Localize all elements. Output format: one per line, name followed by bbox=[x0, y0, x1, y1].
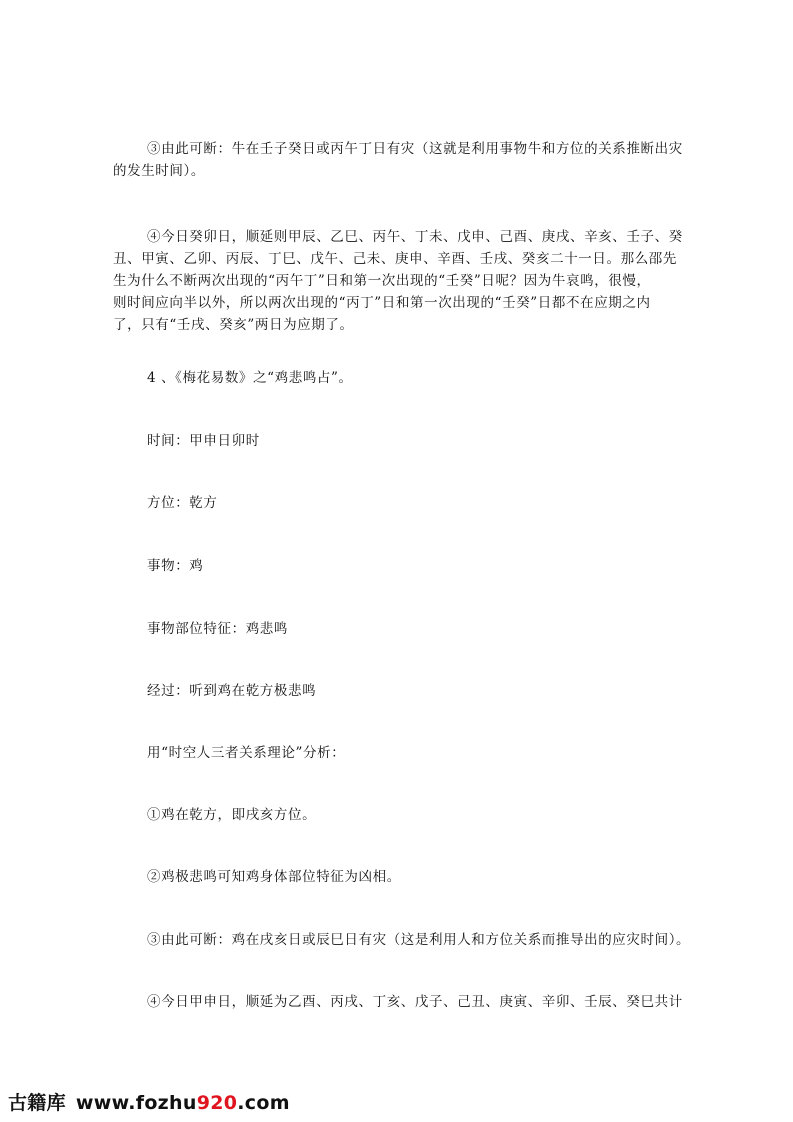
text-line: 事物部位特征：鸡悲鸣 bbox=[147, 621, 288, 637]
section-heading bbox=[113, 367, 679, 389]
field-object bbox=[113, 555, 679, 577]
text-line: 时间：甲申日卯时 bbox=[147, 433, 260, 449]
text-line: ②鸡极悲鸣可知鸡身体部位特征为凶相。 bbox=[147, 869, 401, 885]
text-line: 4 、《梅花易数》之“鸡悲鸣占”。 bbox=[147, 370, 353, 386]
analysis-step-1 bbox=[113, 804, 679, 826]
field-direction bbox=[113, 492, 679, 514]
field-feature bbox=[113, 618, 679, 640]
text-line: ①鸡在乾方，即戌亥方位。 bbox=[147, 807, 317, 823]
field-process bbox=[113, 680, 679, 702]
site-url-suffix: .com bbox=[237, 1092, 290, 1114]
text-line: ④今日甲申日，顺延为乙酉、丙戌、丁亥、戊子、己丑、庚寅、辛卯、壬辰、癸巳共计 bbox=[147, 994, 683, 1010]
analysis-step-4 bbox=[113, 991, 683, 1013]
paragraph-1 bbox=[113, 138, 683, 182]
text-line: 经过：听到鸡在乾方极悲鸣 bbox=[147, 683, 317, 699]
text-line: 的发生时间）。 bbox=[113, 163, 205, 179]
text-line: 生为什么不断两次出现的“丙午丁”日和第一次出现的“壬癸”日呢？因为牛哀鸣，很慢， bbox=[113, 273, 651, 289]
text-line: ③由此可断：鸡在戌亥日或辰巳日有灾（这是利用人和方位关系而推导出的应灾时间）。 bbox=[147, 932, 691, 948]
text-line: 用“时空人三者关系理论”分析： bbox=[147, 745, 346, 761]
analysis-step-3 bbox=[113, 929, 691, 951]
text-line: 则时间应向半以外，所以两次出现的“丙丁”日和第一次出现的“壬癸”日都不在应期之内 bbox=[113, 295, 651, 311]
site-name: 古籍库 bbox=[8, 1092, 66, 1114]
text-line: 事物：鸡 bbox=[147, 558, 204, 574]
field-time bbox=[113, 430, 679, 452]
text-line: 丑、甲寅、乙卯、丙辰、丁巳、戊午、己未、庚申、辛酉、壬戌、癸亥二十一日。那么邵先 bbox=[113, 251, 677, 267]
text-line: 方位：乾方 bbox=[147, 495, 218, 511]
text-line: ④今日癸卯日，顺延则甲辰、乙巳、丙午、丁未、戊申、己酉、庚戌、辛亥、壬子、癸 bbox=[147, 229, 683, 245]
footer-watermark bbox=[8, 1088, 290, 1115]
text-line: 了，只有“壬戌、癸亥”两日为应期了。 bbox=[113, 317, 354, 333]
site-url-prefix: www.fozhu bbox=[75, 1092, 197, 1114]
site-url-number: 920 bbox=[196, 1092, 238, 1114]
analysis-intro bbox=[113, 742, 679, 764]
paragraph-2 bbox=[113, 226, 683, 336]
text-line: ③由此可断：牛在壬子癸日或丙午丁日有灾（这就是利用事物牛和方位的关系推断出灾 bbox=[147, 141, 683, 157]
analysis-step-2 bbox=[113, 866, 679, 888]
